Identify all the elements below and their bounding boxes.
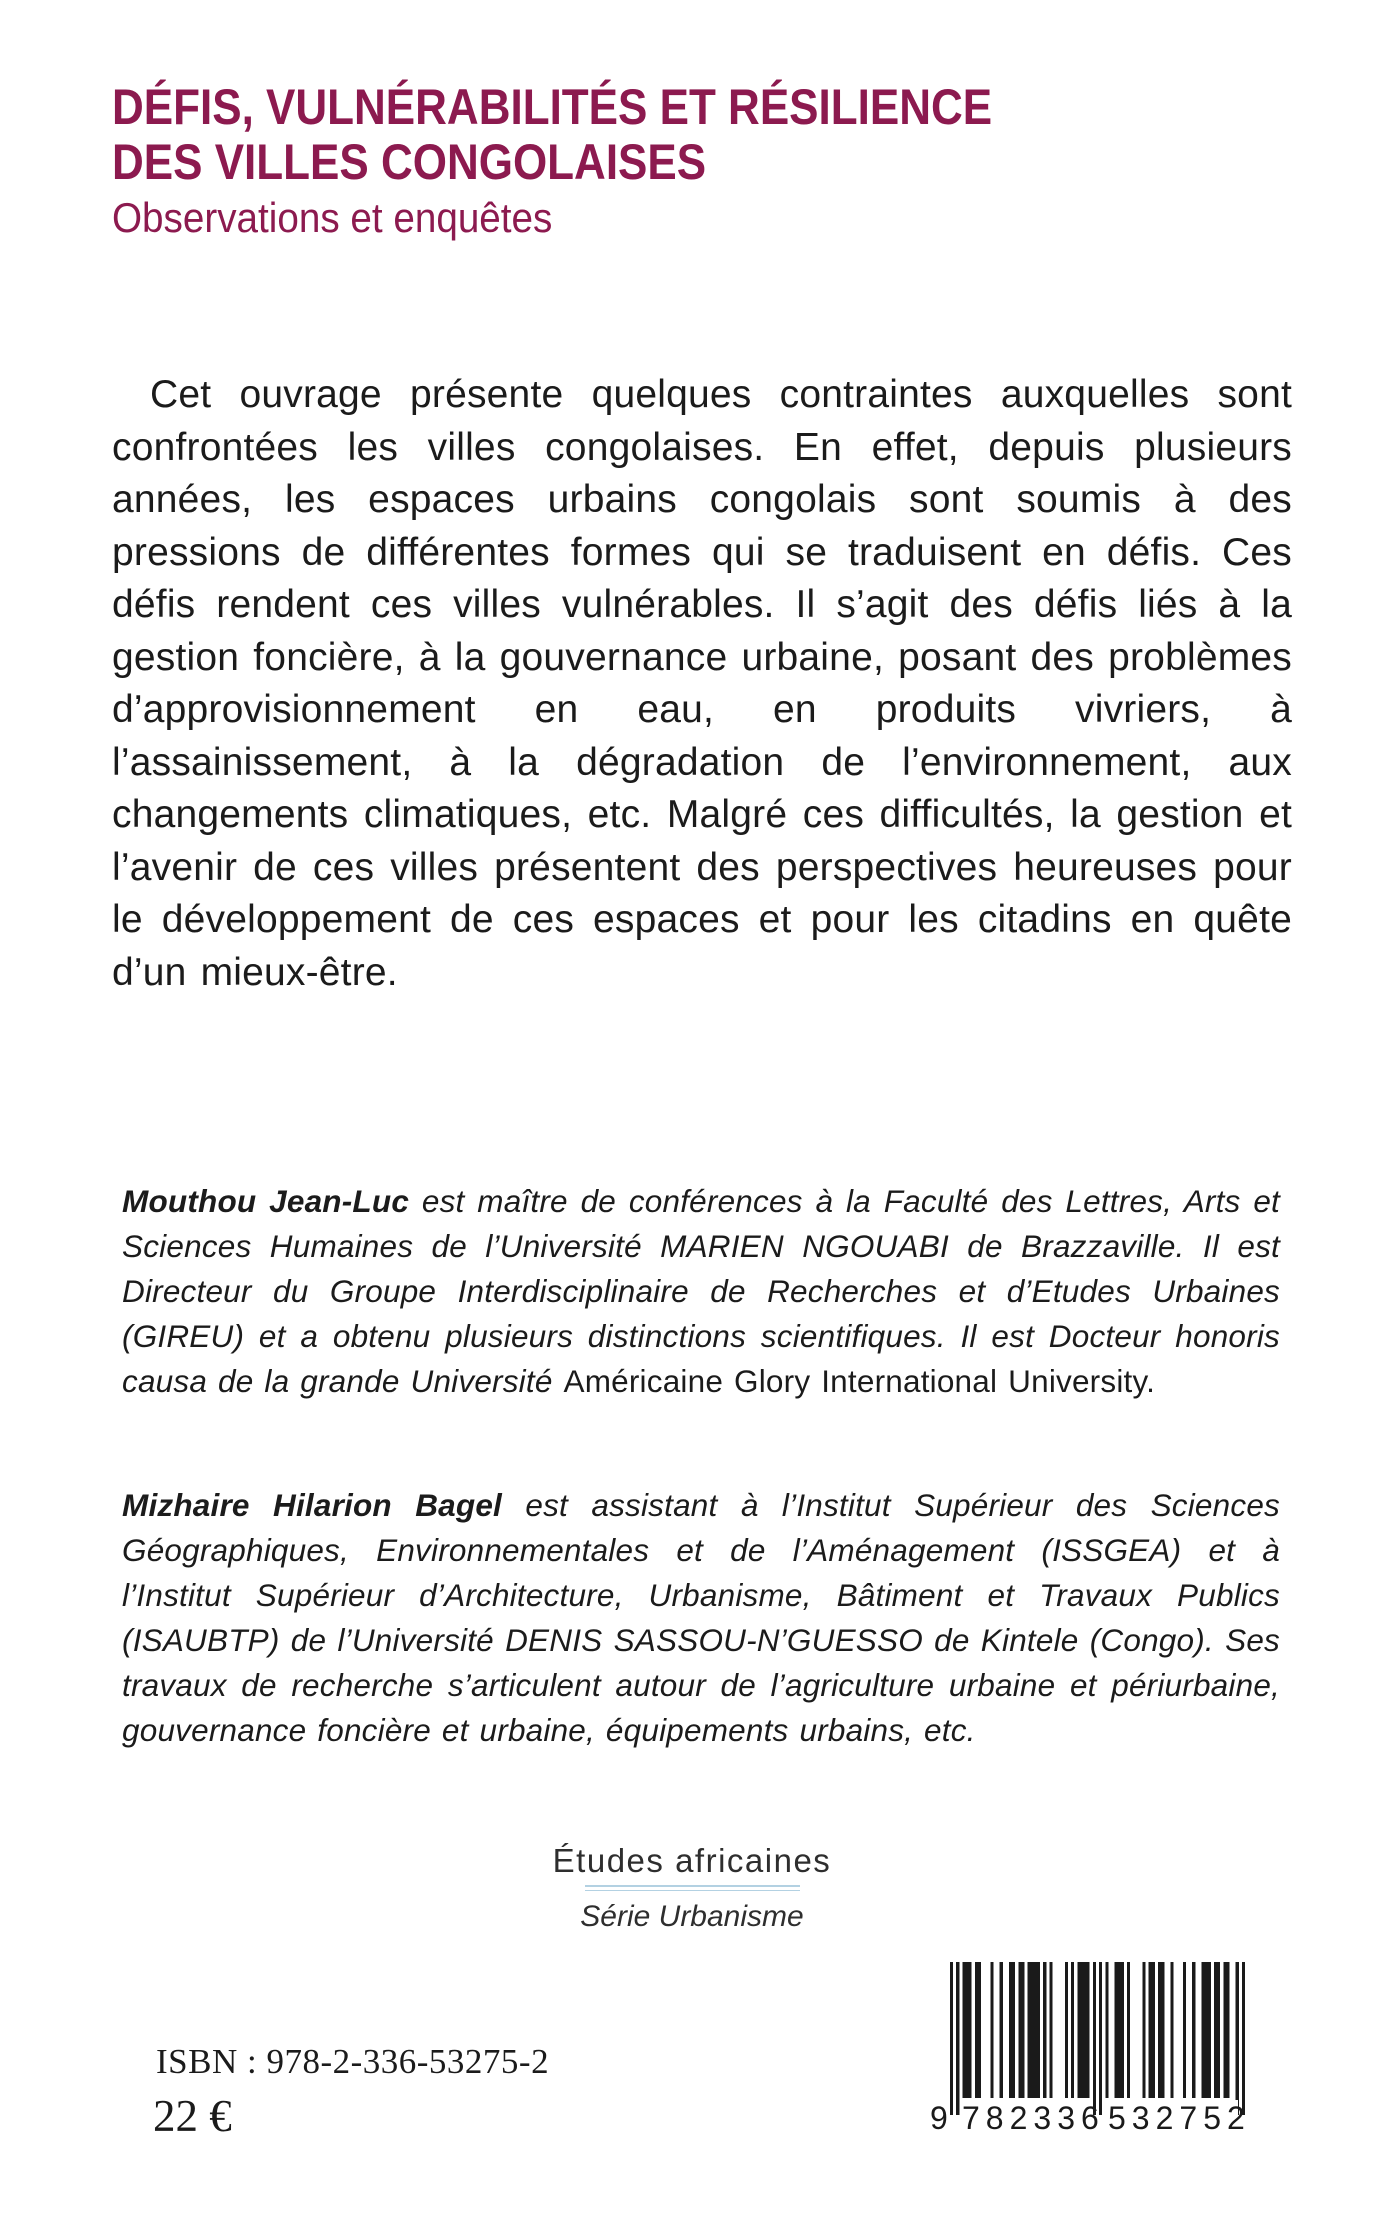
barcode-bars [950, 1962, 1245, 2115]
series-divider [585, 1885, 800, 1891]
title-block [112, 80, 1112, 245]
book-title-line2: DES VILLES CONGOLAISES [112, 134, 707, 190]
series-name: Série Urbanisme [580, 1900, 804, 1933]
bio-segment: Mouthou Jean-Luc [122, 1182, 422, 1219]
series-block [492, 1843, 892, 1934]
bio-segment: est assistant à l’Institut Supérieur des Sciences Géographiques, Environnementales et de l’Aménagement (ISSGEA) et à l’Institut Supérieur d’Architecture, Urbanisme, Bâtiment et Travaux Publics (ISAUBTP) de l’Université DENIS SASSOU-N’GUESSO de Kintele (Congo). Ses travaux de recherche s’articulent autour de l’agriculture urbaine et périurbaine, gouvernance foncière et urbaine, équipements urbains, etc. [122, 1486, 1280, 1748]
bio-segment: Américaine Glory International University. [563, 1362, 1156, 1399]
isbn-label: ISBN : 978-2-336-53275-2 [156, 2042, 550, 2081]
barcode-digit-group1: 782336 [962, 2100, 1105, 2136]
barcode-digits [930, 2100, 1251, 2136]
book-title-line1: DÉFIS, VULNÉRABILITÉS ET RÉSILIENCE [112, 79, 993, 135]
barcode-digit-group2: 532752 [1108, 2100, 1251, 2136]
collection-name: Études africaines [552, 1842, 832, 1879]
bio-segment: Mizhaire Hilarion Bagel [122, 1486, 526, 1523]
price-label: 22 € [153, 2091, 232, 2141]
barcode-digit-first: 9 [930, 2100, 948, 2136]
bio-segment: est maître de conférences à la Faculté des Lettres, Arts et Sciences Humaines de l’Université MARIEN NGOUABI de Brazzaville. Il est Directeur du Groupe Interdisciplinaire de Recherches et d’Etudes Urbaines (GIREU) et a obtenu plusieurs distinctions scientifiques. Il est Docteur honoris causa de la grande Université [122, 1182, 1280, 1399]
synopsis-paragraph: Cet ouvrage présente quelques contraintes auxquelles sont confrontées les villes congolaises. En effet, depuis plusieurs années, les espaces urbains congolais sont soumis à des pressions de différentes formes qui se traduisent en défis. Ces défis rendent ces villes vulnérables. Il s’agit des défis liés à la gestion foncière, à la gouvernance urbaine, posant des problèmes d’approvisionnement en eau, en produits vivriers, à l’assainissement, à la dégradation de l’environnement, aux changements climatiques, etc. Malgré ces difficultés, la gestion et l’avenir de ces villes présentent des perspectives heureuses pour le développement de ces espaces et pour les citadins en quête d’un mieux-être. [112, 373, 1292, 994]
ean13-barcode [930, 1962, 1251, 2137]
author-bio-2 [122, 1483, 1280, 1753]
author-bio-1 [122, 1179, 1280, 1404]
book-subtitle: Observations et enquêtes [112, 194, 553, 241]
